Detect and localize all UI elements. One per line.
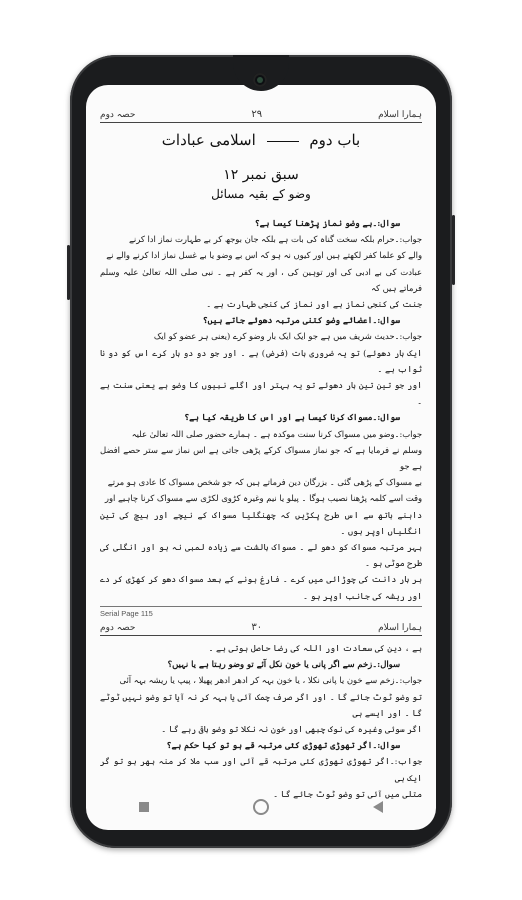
text-line: اور جو تین تین بار دھوئے تو یہ بہتر اور اگلے نبیوں کا وضو ہے یعنی سنت ہے ۔ <box>100 380 422 407</box>
text-line: والے کو علما کفر لکھتے ہیں اور کیوں نہ ہو کہ اس بے وضو یا بے غسل نماز ادا کرنے والے نے <box>106 250 422 261</box>
recent-apps-button[interactable] <box>114 792 174 822</box>
text-line: جنت کی کنجی نماز ہے اور نماز کی کنجی طہارت ہے ۔ <box>206 299 422 310</box>
chapter-title: اسلامی عبادات <box>161 131 256 149</box>
lesson-subtitle: وضو کے بقیہ مسائل <box>211 187 311 201</box>
question-line: سوال:۔اعضائے وضو کتنی مرتبہ دھوئے جاتے ہیں؟ <box>202 315 400 326</box>
text-line: جواب:۔وضو میں مسواک کرنا سنت موکدہ ہے ۔ ہمارے حضور صلی اللہ تعالیٰ علیہ <box>131 428 422 439</box>
text-line: تو وضو ٹوٹ جائے گا ۔ اور اگر صرف چمک آئی یا بہہ کر نہ آیا تو وضو نہیں ٹوٹے گا ۔ اور ایسے ہی <box>100 691 422 718</box>
text-line: متلی میں آئی تو وضو ٹوٹ جائے گا ۔ <box>273 788 422 799</box>
lesson-title: سبق نمبر ۱۲ <box>223 167 299 183</box>
serial-page-label: Serial Page 115 <box>100 606 422 618</box>
question-line: سوال:۔اگر تھوڑی تھوڑی کئی مرتبہ قے ہو تو کیا حکم ہے؟ <box>166 740 400 751</box>
home-icon <box>253 799 269 815</box>
text-line: وسلم نے فرمایا ہے کہ جو نماز مسواک کرکے پڑھی جاتی ہے اس نماز سے ستر حصے افضل ہے جو <box>100 444 422 472</box>
header-book-title: ہمارا اسلام <box>378 622 422 633</box>
text-line: وقت اسے کلمہ پڑھنا نصیب ہوگا ۔ پیلو یا نیم وغیرہ کڑوی لکڑی سے مسواک کرنا چاہیے اور <box>104 493 422 504</box>
question-line: سوال:۔زخم سے اگر پانی یا خون نکل آئے تو وضو رہتا ہے یا نہیں؟ <box>167 659 400 670</box>
document-page-29 <box>100 105 422 618</box>
home-button[interactable] <box>231 792 291 822</box>
page-header <box>100 618 422 636</box>
power-button[interactable] <box>452 215 455 285</box>
chapter-number: باب دوم <box>309 131 361 149</box>
header-section: حصہ دوم <box>100 109 136 120</box>
question-line: سوال:۔بے وضو نماز پڑھنا کیسا ہے؟ <box>254 218 400 228</box>
text-line: بہر مرتبہ مسواک کو دھو لے ۔ مسواک بالشت سے زیادہ لمبی نہ ہو اور انگلی کی طرح موٹی ہو ۔ <box>100 542 422 569</box>
text-line: جواب:۔اگر تھوڑی تھوڑی کئی مرتبہ قے آئی اور سب ملا کر منہ بھر ہو تو گر ایک ہی <box>100 756 422 783</box>
page-body <box>100 215 422 604</box>
navigation-bar <box>86 790 436 824</box>
text-line: جواب:۔زخم سے خون یا پانی نکلا ، یا خون بہہ کر ادھر ادھر پھیلا ، پیپ یا ریشہ بہہ آئی <box>119 675 422 686</box>
screen <box>86 85 436 830</box>
back-icon <box>373 801 383 813</box>
back-button[interactable] <box>348 792 408 822</box>
text-line: جواب:۔حدیث شریف میں ہے جو ایک ایک بار وضو کرے (یعنی ہر عضو کو ایک <box>153 331 422 342</box>
header-section: حصہ دوم <box>100 622 136 633</box>
text-line: ایک بار دھوئے) تو یہ ضروری بات (فرض) ہے ۔ اور جو دو دو بار کرے اس کو دو نا ثواب ہے ۔ <box>100 347 422 374</box>
recent-apps-icon <box>139 802 149 812</box>
chapter-divider <box>267 141 299 142</box>
header-page-number: ۳۰ <box>251 622 263 633</box>
text-line: داہنے ہاتھ سے اس طرح پکڑیں کہ چھنگلیا مسواک کے نیچے اور بیچ کی تین انگلیاں اوپر ہوں ۔ <box>100 509 422 536</box>
text-line: ہے ، دین کی سعادت اور اللہ کی رضا حاصل ہوتی ہے ۔ <box>208 643 422 653</box>
page-header <box>100 105 422 123</box>
chapter-heading <box>100 131 422 149</box>
text-line: اگر سوئی وغیرہ کی نوک چبھی اور خون نہ نکلا تو وضو باقی رہے گا ۔ <box>161 724 422 735</box>
page-body <box>100 640 422 802</box>
text-line: ہر بار دانت کی چوڑائی میں کرے ۔ فارغ ہونے کے بعد مسواک دھو کر کھڑی کر دے اور ریشہ کی جانب اوپر ہو ۔ <box>100 574 422 601</box>
document-page-30 <box>100 618 422 802</box>
text-line: جواب:۔حرام بلکہ سخت گناہ کی بات ہے بلکہ جان بوجھ کر بے طہارت نماز ادا کرنے <box>128 234 422 245</box>
front-camera-icon <box>253 73 267 87</box>
header-book-title: ہمارا اسلام <box>378 109 422 120</box>
header-page-number: ۲۹ <box>251 109 263 120</box>
text-line: بے مسواک کے پڑھی گئی ۔ بزرگان دین فرماتے ہیں کہ جو شخص مسواک کا عادی ہو مرتے <box>107 477 422 488</box>
text-line: عبادت کی بے ادبی کی اور توہین کی ، اور یہ کفر ہے ۔ نبی صلی اللہ تعالیٰ علیہ وسلم فرماتے ہیں کہ <box>100 266 422 293</box>
question-line: سوال:۔مسواک کرنا کیسا ہے اور اس کا طریقہ کیا ہے؟ <box>184 412 400 423</box>
